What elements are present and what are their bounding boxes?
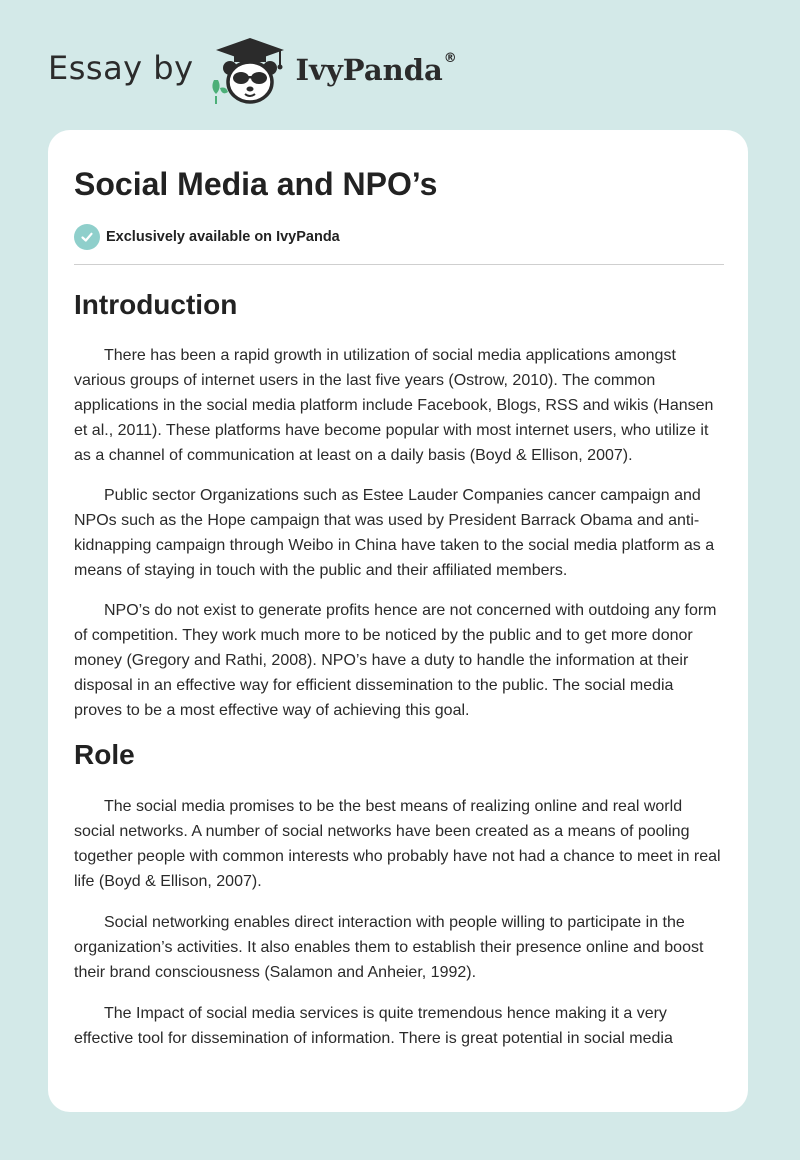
paragraph: NPO’s do not exist to generate profits hence are not concerned with outdoing any form of competition. They work much more to be noticed by the public and to get more donor money (Gregory and Rathi, 2008). NPO’s have a duty to handle the information at their disposal in an effective way for efficient dissemination to the public. The social media proves to be a most effective way of achieving this goal.: [74, 602, 717, 719]
paragraph: Public sector Organizations such as Estee Lauder Companies cancer campaign and NPOs such as the Hope campaign that was used by President Barrack Obama and anti-kidnapping campaign through Weibo in China have taken to the social media platform as a means of staying in touch with the public and their affiliated members.: [74, 487, 715, 579]
section-heading: Introduction: [74, 289, 238, 320]
essay-card: [48, 130, 748, 1112]
section-heading: Role: [74, 739, 135, 770]
paragraph: Social networking enables direct interaction with people willing to participate in the organization’s activities. It also enables them to establish their presence online and boost their brand consciousness (Salamon and Anheier, 1992).: [74, 914, 704, 981]
title-divider: [74, 264, 724, 265]
section-introduction: [74, 287, 722, 723]
exclusive-label: Exclusively available on IvyPanda: [106, 229, 340, 245]
brand-prefix: Essay by: [48, 49, 194, 87]
check-icon: [74, 224, 100, 250]
paragraph: The Impact of social media services is quite tremendous hence making it a very effective tool for dissemination of information. There is great potential in social media: [74, 1005, 673, 1047]
site-header: [48, 36, 457, 108]
paragraph: The social media promises to be the best means of realizing online and real world social networks. A number of social networks have been created as a means of pooling together people with common interests who probably have not had a chance to meet in real life (Boyd & Ellison, 2007).: [74, 798, 721, 890]
exclusive-badge: [74, 224, 722, 250]
panda-logo-icon[interactable]: [208, 36, 292, 108]
registered-mark: ®: [443, 51, 457, 66]
brand-name: IvyPanda®: [295, 51, 457, 87]
section-role: [74, 737, 722, 1051]
paragraph: There has been a rapid growth in utilization of social media applications amongst various groups of internet users in the last five years (Ostrow, 2010). The common applications in the social media platform include Facebook, Blogs, RSS and wikis (Hansen et al., 2011). These platforms have become popular with most internet users, who utilize it as a channel of communication at least on a daily basis (Boyd & Ellison, 2007).: [74, 347, 714, 464]
essay-title: Social Media and NPO’s: [74, 166, 438, 202]
